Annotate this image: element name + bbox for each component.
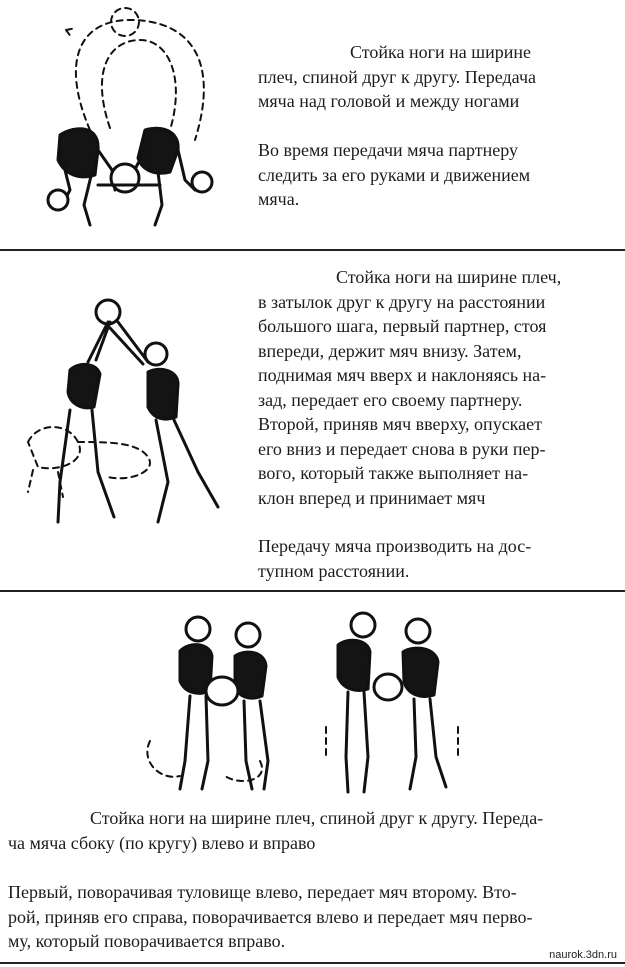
exercise-1-note (258, 138, 608, 212)
exercise-1-line-2: плеч, спиной друг к другу. Передача (258, 66, 536, 87)
exercise-2-note-line-1: Передачу мяча производить на дос- (258, 536, 532, 556)
exercise-2-line-1: Стойка ноги на ширине плеч, (336, 267, 562, 287)
exercise-2-line-7: Второй, приняв мяч вверху, опускает (258, 414, 543, 434)
exercise-3-note (8, 880, 620, 954)
divider-2 (0, 590, 625, 592)
exercise-3-line-1: Стойка ноги на ширине плеч, спиной друг к другу. Переда- (90, 808, 544, 828)
exercise-3 (0, 593, 625, 967)
exercise-1-description (258, 40, 608, 114)
exercise-1-note-line-1: Во время передачи мяча партнеру (258, 140, 518, 160)
exercise-2-line-3: большого шага, первый партнер, стоя (258, 316, 547, 336)
exercise-3-note-line-1: Первый, поворачивая туловище влево, передает мяч второму. Вто- (8, 882, 517, 902)
exercise-3-illustration-right (318, 607, 478, 807)
exercise-2-line-5: поднимая мяч вверх и наклоняясь на- (258, 365, 547, 385)
exercise-1-illustration (20, 0, 260, 240)
exercise-1 (0, 0, 625, 248)
exercise-1-line-1: Стойка ноги на ширине (350, 42, 532, 62)
exercise-3-illustration-left (140, 611, 300, 811)
exercise-2-description (258, 265, 603, 510)
exercise-3-note-line-3: му, который поворачивается вправо. (8, 931, 286, 951)
exercise-2-line-8: его вниз и передает снова в руки пер- (258, 438, 546, 459)
exercise-3-note-line-2: рой, приняв его справа, поворачивается влево и передает мяч перво- (8, 906, 533, 927)
exercise-2-line-9: вого, который также выполняет на- (258, 463, 529, 483)
exercise-3-description (8, 806, 620, 855)
exercise-1-note-line-3: мяча. (258, 189, 300, 209)
exercise-3-line-2: ча мяча сбоку (по кругу) влево и вправо (8, 832, 316, 853)
exercise-1-line-3: мяча над головой и между ногами (258, 91, 520, 111)
divider-1 (0, 249, 625, 251)
exercise-2-note-line-2: тупном расстоянии. (258, 560, 410, 581)
watermark: naurok.3dn.ru (549, 949, 617, 961)
exercise-2-line-2: в затылок друг к другу на расстоянии (258, 291, 546, 312)
exercise-1-note-line-2: следить за его руками и движением (258, 164, 531, 185)
divider-3 (0, 962, 625, 964)
exercise-2-line-4: впереди, держит мяч внизу. Затем, (258, 340, 522, 361)
exercise-2 (0, 252, 625, 588)
exercise-2-line-10: клон вперед и принимает мяч (258, 487, 486, 508)
exercise-2-illustration (18, 292, 258, 582)
exercise-2-note (258, 534, 603, 583)
exercise-2-line-6: зад, передает его своему партнеру. (258, 389, 523, 410)
